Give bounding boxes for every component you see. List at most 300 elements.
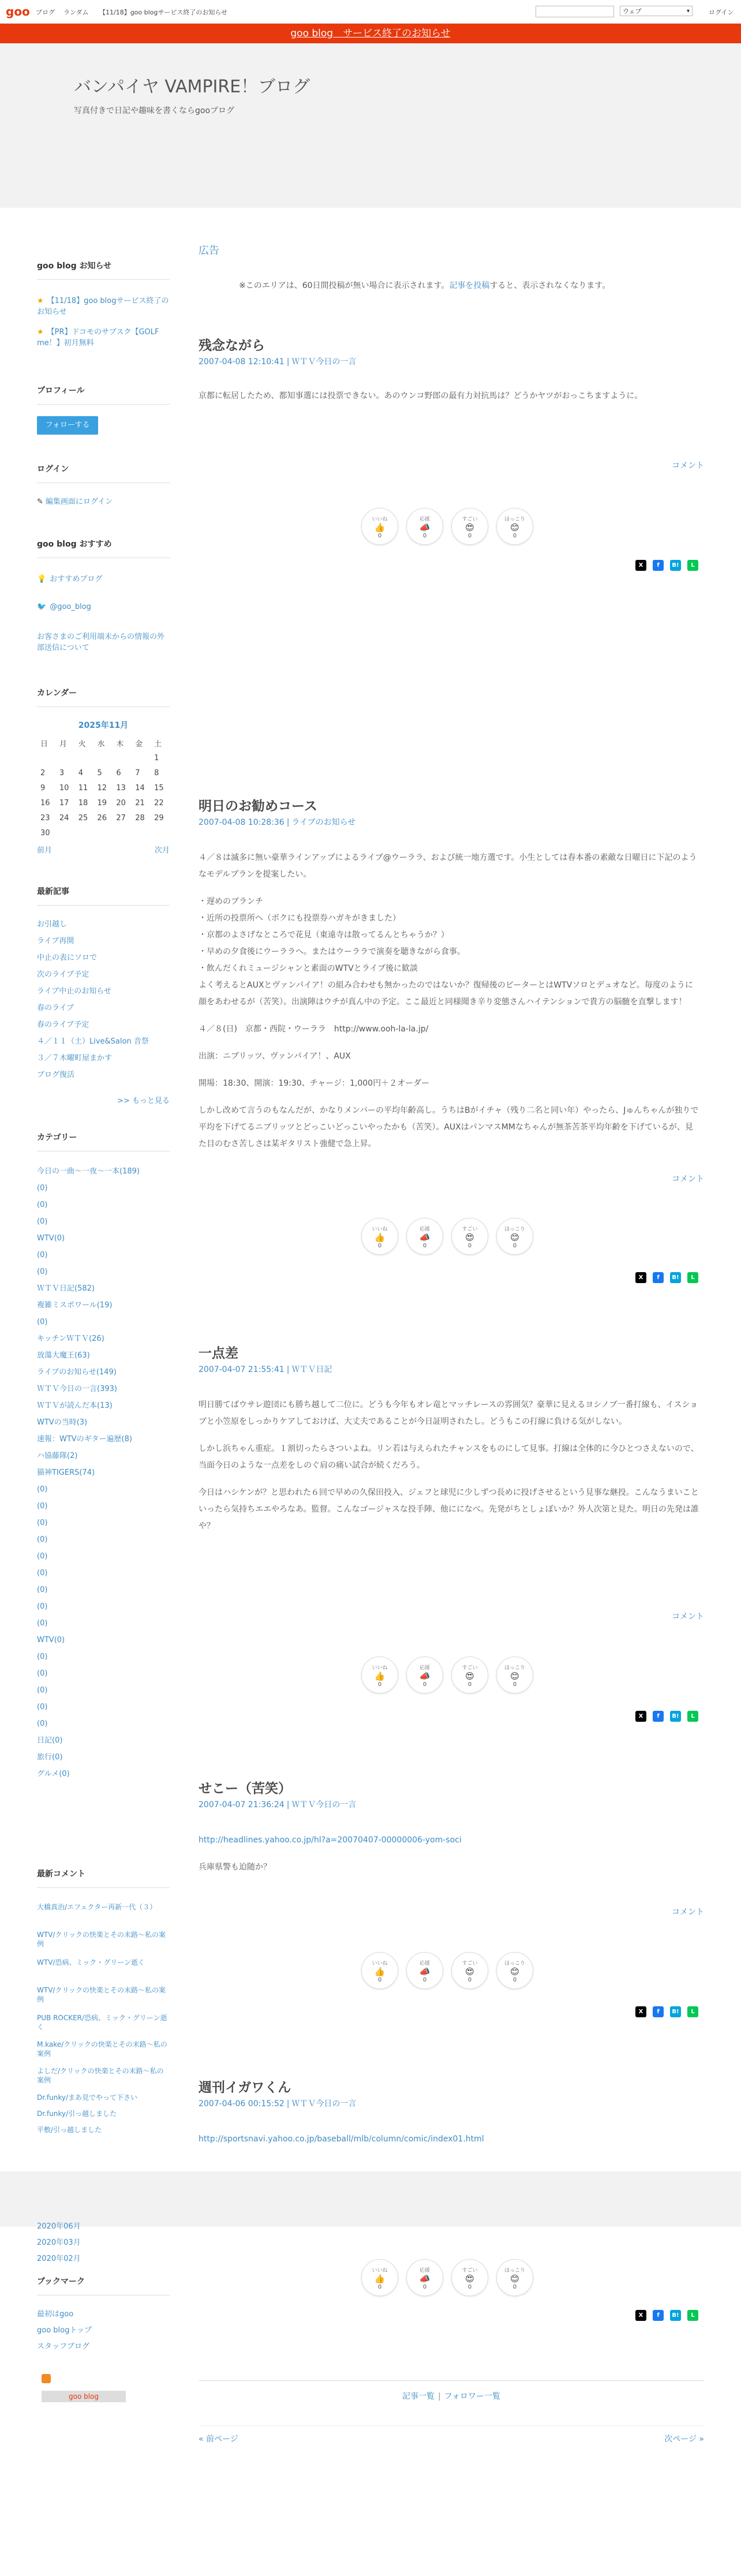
chevron-down-icon: ▾ bbox=[686, 8, 690, 14]
reaction-button[interactable] bbox=[451, 1218, 488, 1255]
reaction-emoji-icon: 😍 bbox=[465, 2274, 474, 2284]
post-body bbox=[199, 1832, 701, 1886]
reaction-count: 0 bbox=[422, 1977, 427, 1983]
reaction-button[interactable] bbox=[496, 1218, 533, 1255]
category-link[interactable]: 速報：WTVのギター遍歴(8) bbox=[37, 1435, 132, 1444]
category-link[interactable]: (0) bbox=[37, 1619, 48, 1628]
reaction-emoji-icon: 👍 bbox=[374, 1966, 386, 1977]
reaction-count: 0 bbox=[377, 1681, 382, 1688]
calendar-day[interactable]: 13 bbox=[116, 783, 126, 792]
post-category[interactable]: ＷＴＶ日記 bbox=[291, 1365, 332, 1374]
calendar-day[interactable]: 2 bbox=[40, 768, 46, 777]
hatena-share-icon[interactable]: B! bbox=[670, 2006, 681, 2017]
reaction-count: 0 bbox=[512, 1977, 517, 1983]
recent-article-link[interactable]: 春のライブ bbox=[37, 1004, 74, 1012]
calendar-nav bbox=[37, 844, 170, 855]
category-link[interactable]: (0) bbox=[37, 1201, 48, 1209]
reaction-label: 応援 bbox=[419, 517, 430, 522]
calendar-day[interactable]: 10 bbox=[59, 783, 69, 792]
post-paragraph: よく考えるとAUXとヴァンパイア！の組み合わせも無かったのではないか？復帰後のビーターとはWTVソロとデュオなど。毎度のように顔をあわせるが（苦笑）。出演陣はウチが真ん中の予定。ここ最近と同様聞き辛り変態さんハイテンションで貴方の脳髄を直撃します！ bbox=[199, 981, 693, 1007]
calendar-day bbox=[75, 750, 94, 765]
calendar-day[interactable]: 5 bbox=[97, 768, 102, 777]
goo-blog-badge[interactable]: goo blog bbox=[42, 2391, 126, 2402]
category-link[interactable]: (0) bbox=[37, 1652, 48, 1661]
comment-link[interactable]: コメント bbox=[672, 1908, 704, 1917]
calendar-day[interactable]: 11 bbox=[78, 783, 88, 792]
reaction-emoji-icon: 😍 bbox=[465, 1966, 474, 1977]
service-end-notice[interactable]: goo blog サービス終了のお知らせ bbox=[0, 24, 741, 43]
category-link[interactable]: ＷＴＶ今日の一言(393) bbox=[37, 1385, 117, 1393]
line-share-icon[interactable]: L bbox=[687, 2006, 698, 2017]
line-share-icon[interactable]: L bbox=[687, 1272, 698, 1283]
reaction-button[interactable] bbox=[496, 508, 533, 545]
post-body bbox=[199, 1397, 701, 1545]
recent-comment-link[interactable]: WTV/クリックの快楽とその末路～私の案例 bbox=[37, 1931, 166, 1948]
calendar-weekday: 火 bbox=[78, 739, 86, 749]
category-link[interactable]: WTV(0) bbox=[37, 1636, 65, 1644]
x-share-icon[interactable]: X bbox=[635, 2006, 646, 2017]
recent-comment-link[interactable]: PUB ROCKER/恐病、ミック・グリーン逝く bbox=[37, 2014, 167, 2031]
reaction-count: 0 bbox=[422, 2284, 427, 2290]
reaction-count: 0 bbox=[377, 533, 382, 539]
category-link[interactable]: ライブのお知らせ(149) bbox=[37, 1368, 117, 1377]
post-body bbox=[199, 850, 701, 1163]
x-share-icon[interactable]: X bbox=[635, 1711, 646, 1722]
pencil-icon: ✎ bbox=[37, 498, 43, 506]
calendar-table bbox=[37, 735, 170, 840]
calendar-weekday: 月 bbox=[59, 739, 67, 749]
calendar-day bbox=[132, 750, 151, 765]
category-link[interactable]: 猫神TIGERS(74) bbox=[37, 1468, 95, 1477]
recent-article-link[interactable]: ライブ中止のお知らせ bbox=[37, 987, 111, 996]
post-paragraph: ・京都のよさげなところで花見（東遠寺は散ってるんとちゃうか？） bbox=[199, 930, 449, 940]
login-link[interactable]: ログイン bbox=[709, 9, 734, 16]
reaction-button[interactable] bbox=[451, 1657, 488, 1693]
category-link[interactable]: (0) bbox=[37, 1569, 48, 1577]
category-link[interactable]: (0) bbox=[37, 1535, 48, 1544]
calendar-day[interactable]: 3 bbox=[59, 768, 65, 777]
post-link[interactable]: http://sportsnavi.yahoo.co.jp/baseball/mlb/column/comic/index01.html bbox=[199, 2134, 484, 2144]
calendar-day[interactable]: 17 bbox=[59, 798, 69, 807]
reaction-count: 0 bbox=[467, 533, 472, 539]
meta-separator: | bbox=[286, 1365, 290, 1374]
reaction-emoji-icon: 😊 bbox=[510, 2274, 519, 2284]
calendar-day[interactable]: 6 bbox=[116, 768, 121, 777]
top-link-notice[interactable]: 【11/18】goo blogサービス終了のお知らせ bbox=[99, 9, 228, 16]
ad-label: 広告 bbox=[199, 245, 219, 257]
reaction-count: 0 bbox=[377, 1243, 382, 1249]
calendar-day[interactable]: 18 bbox=[78, 798, 88, 807]
post-paragraph: 出演：ニブリッツ、ヴァンパイア！、AUX bbox=[199, 1052, 351, 1061]
recent-more-link[interactable]: >> もっと見る bbox=[117, 1097, 170, 1105]
goo-notice-item[interactable]: ★ 【PR】ドコモのサブスク【GOLF me！】初月無料 bbox=[37, 328, 159, 347]
calendar-day[interactable]: 16 bbox=[40, 798, 50, 807]
calendar-day bbox=[56, 825, 75, 840]
goo-notice-item[interactable]: ★ 【11/18】goo blogサービス終了のお知らせ bbox=[37, 297, 169, 316]
reaction-emoji-icon: 📣 bbox=[419, 1966, 431, 1977]
archive-link[interactable]: 2020年03月 bbox=[37, 2238, 81, 2247]
post-paragraph: しかし浜ちゃん重症。１割切ったらさついよね。リン若は与えられたチャンスをものにして見事。打線は全体的に今ひとつさえないので、当面今日のような一点差をしのぐ肩の痛い試合が続くだろう。 bbox=[199, 1444, 699, 1470]
calendar-day bbox=[132, 825, 151, 840]
reaction-label: いいね bbox=[372, 1961, 388, 1966]
recent-article-link[interactable]: 中止の表にソロで bbox=[37, 954, 98, 962]
hatena-share-icon[interactable]: B! bbox=[670, 1711, 681, 1722]
post-category[interactable]: ＷＴＶ今日の一言 bbox=[291, 2099, 357, 2108]
reaction-buttons bbox=[361, 1952, 540, 1992]
comments-heading: 最新コメント bbox=[37, 1868, 170, 1888]
reaction-emoji-icon: 😍 bbox=[465, 522, 474, 533]
share-buttons bbox=[635, 560, 705, 571]
category-heading: カテゴリー bbox=[37, 1131, 170, 1151]
reaction-button[interactable] bbox=[496, 1657, 533, 1693]
calendar-day bbox=[75, 825, 94, 840]
recent-comment-link[interactable]: よしだ/クリックの快楽とその末路～私の案例 bbox=[37, 2067, 164, 2084]
calendar-weekday: 木 bbox=[116, 739, 124, 749]
category-link[interactable]: 旅行(0) bbox=[37, 1753, 63, 1762]
reaction-emoji-icon: 😊 bbox=[510, 1966, 519, 1977]
reaction-emoji-icon: 😊 bbox=[510, 1671, 519, 1681]
archive-link[interactable]: 2020年02月 bbox=[37, 2255, 81, 2263]
facebook-share-icon[interactable]: f bbox=[653, 1711, 664, 1722]
category-link[interactable]: (0) bbox=[37, 1586, 48, 1594]
post-meta bbox=[199, 1363, 332, 1375]
twitter-icon: 🐦 bbox=[37, 603, 47, 611]
reaction-count: 0 bbox=[512, 2284, 517, 2290]
goo-logo[interactable]: goo bbox=[6, 5, 30, 18]
recent-comment-link[interactable]: WTV/恐病、ミック・グリーン逝く bbox=[37, 1958, 145, 1966]
reaction-emoji-icon: 👍 bbox=[374, 1232, 386, 1243]
reaction-count: 0 bbox=[422, 1681, 427, 1688]
x-share-icon[interactable]: X bbox=[635, 2310, 646, 2321]
calendar-day[interactable]: 20 bbox=[116, 798, 126, 807]
profile-heading: プロフィール bbox=[37, 384, 170, 405]
calendar-week bbox=[37, 765, 170, 780]
top-link-blog[interactable]: ブログ bbox=[36, 9, 55, 16]
share-buttons bbox=[635, 1711, 705, 1722]
calendar-day[interactable]: 22 bbox=[154, 798, 164, 807]
reaction-label: ほっこり bbox=[504, 517, 525, 522]
archive-link[interactable]: 2020年06月 bbox=[37, 2222, 81, 2231]
facebook-share-icon[interactable]: f bbox=[653, 560, 664, 571]
category-link[interactable]: WTV(0) bbox=[37, 1234, 65, 1243]
calendar-day[interactable]: 8 bbox=[154, 768, 159, 777]
comment-link[interactable]: コメント bbox=[672, 1612, 704, 1621]
reaction-label: すごい bbox=[462, 517, 478, 522]
recent-comment-link[interactable]: 平敷/引っ越しました bbox=[37, 2126, 102, 2134]
bottom-nav: 記事一覧 | フォロワー一覧 bbox=[199, 2380, 704, 2402]
category-link[interactable]: (0) bbox=[37, 1184, 48, 1192]
calendar-day bbox=[151, 825, 170, 840]
recent-article-link[interactable]: ライブ再開 bbox=[37, 937, 74, 945]
search-scope-select[interactable] bbox=[620, 6, 693, 16]
hatena-share-icon[interactable]: B! bbox=[670, 2310, 681, 2321]
post-paragraph: 京都に転居したため、都知事選には投票できない。あのウンコ野郎の最有力対抗馬は？どうかヤツがおっこちますように。 bbox=[199, 391, 643, 401]
reaction-button[interactable] bbox=[406, 2259, 443, 2296]
calendar-day[interactable]: 4 bbox=[78, 768, 83, 777]
recent-comment-link[interactable]: WTV/クリックの快楽とその末路～私の案例 bbox=[37, 1986, 166, 2003]
reaction-count: 0 bbox=[467, 1977, 472, 1983]
post-article-link[interactable]: 記事を投稿 bbox=[449, 281, 490, 290]
post-meta bbox=[199, 2098, 356, 2109]
facebook-share-icon[interactable]: f bbox=[653, 1272, 664, 1283]
calendar-week bbox=[37, 780, 170, 795]
reaction-emoji-icon: 👍 bbox=[374, 1671, 386, 1681]
recent-article-link[interactable]: 次のライブ予定 bbox=[37, 970, 89, 979]
line-share-icon[interactable]: L bbox=[687, 2310, 698, 2321]
comment-link[interactable]: コメント bbox=[672, 461, 704, 470]
reaction-buttons bbox=[361, 508, 540, 548]
reaction-count: 0 bbox=[512, 533, 517, 539]
post-paragraph: 兵庫県警も迫随か？ bbox=[199, 1863, 271, 1872]
reaction-buttons bbox=[361, 1218, 540, 1258]
post-category[interactable]: ＷＴＶ今日の一言 bbox=[291, 1800, 357, 1809]
post-date[interactable]: 2007-04-07 21:55:41 bbox=[199, 1365, 285, 1374]
category-link[interactable]: キッチンＷＴＶ(26) bbox=[37, 1334, 104, 1343]
reaction-count: 0 bbox=[512, 1243, 517, 1249]
post-title[interactable]: せこー（苦笑） bbox=[199, 1781, 291, 1796]
category-link[interactable]: (0) bbox=[37, 1217, 48, 1226]
recent-comment-link[interactable]: Dr.funky/まあ見でやって下さい bbox=[37, 2093, 137, 2102]
recent-article-link[interactable]: ３／７木曜町屋まかす bbox=[37, 1054, 113, 1063]
share-buttons bbox=[635, 2006, 705, 2018]
reaction-buttons bbox=[361, 1657, 540, 1697]
x-share-icon[interactable]: X bbox=[635, 560, 646, 571]
calendar-day[interactable]: 1 bbox=[154, 753, 159, 762]
category-link[interactable]: ＷＴＶが読んだ本(13) bbox=[37, 1401, 113, 1410]
share-buttons bbox=[635, 2310, 705, 2321]
reaction-button[interactable] bbox=[496, 2259, 533, 2296]
goo-notice-heading: goo blog お知らせ bbox=[37, 260, 170, 280]
comment-link[interactable]: コメント bbox=[672, 1175, 704, 1184]
article-list-link[interactable]: 記事一覧 bbox=[402, 2392, 435, 2401]
reaction-button[interactable] bbox=[361, 1952, 398, 1989]
bookmark-link[interactable]: スタッフブログ bbox=[37, 2342, 90, 2351]
post-paragraph: ４／８は滅多に無い豪華ラインアップによるライブ@ウーララ、および統一地方選です。小生としては春本番の素敵な日曜日に下記のようなモデルプランを提案したい。 bbox=[199, 853, 697, 879]
reaction-button[interactable] bbox=[406, 508, 443, 545]
category-link[interactable]: (0) bbox=[37, 1519, 48, 1527]
reaction-button[interactable] bbox=[451, 508, 488, 545]
reaction-label: すごい bbox=[462, 1227, 478, 1232]
reaction-count: 0 bbox=[422, 533, 427, 539]
category-link[interactable]: (0) bbox=[37, 1719, 48, 1728]
recommend-heading: goo blog おすすめ bbox=[37, 538, 170, 558]
reaction-button[interactable] bbox=[406, 1657, 443, 1693]
post-meta bbox=[199, 356, 356, 367]
reaction-label: いいね bbox=[372, 1227, 388, 1232]
calendar-day[interactable]: 14 bbox=[135, 783, 145, 792]
calendar-day[interactable]: 28 bbox=[135, 813, 145, 822]
category-link[interactable]: (0) bbox=[37, 1703, 48, 1711]
reaction-label: 応援 bbox=[419, 2268, 430, 2274]
post-date[interactable]: 2007-04-07 21:36:24 bbox=[199, 1800, 285, 1809]
calendar-weekday: 水 bbox=[97, 739, 105, 749]
post-title[interactable]: 残念ながら bbox=[199, 338, 265, 353]
calendar-day[interactable]: 19 bbox=[97, 798, 107, 807]
ad-note: ※このエリアは、60日間投稿が無い場合に表示されます。記事を投稿すると、表示されなくなります。 bbox=[239, 281, 611, 290]
post-paragraph: 明日勝てばウサレ遊団にも勝ち越して二位に。どうも今年もオレ竜とマッチレースの雰囲気？豪華に見えるヨシノブ一番打線も、イスショブと小笠原をしっかりケアしておけば、大丈夫であることが今日証明されたし。どうもこの打線に負ける気がしない。 bbox=[199, 1400, 698, 1426]
reaction-button[interactable] bbox=[406, 1218, 443, 1255]
x-share-icon[interactable]: X bbox=[635, 1272, 646, 1283]
calendar-weekday: 土 bbox=[154, 739, 162, 749]
calendar-caption[interactable]: 2025年11月 bbox=[78, 721, 129, 730]
reaction-button[interactable] bbox=[496, 1952, 533, 1989]
post-date[interactable]: 2007-04-08 10:28:36 bbox=[199, 818, 285, 827]
reaction-label: 応援 bbox=[419, 1227, 430, 1232]
meta-separator: | bbox=[286, 2099, 290, 2108]
reaction-button[interactable] bbox=[451, 1952, 488, 1989]
rss-icon[interactable] bbox=[42, 2374, 51, 2383]
category-link[interactable]: グルメ(0) bbox=[37, 1770, 70, 1778]
reaction-label: すごい bbox=[462, 1665, 478, 1671]
calendar-day[interactable]: 24 bbox=[59, 813, 69, 822]
reaction-emoji-icon: 😍 bbox=[465, 1232, 474, 1243]
category-link[interactable]: WTVの当時(3) bbox=[37, 1418, 88, 1427]
recommend-item[interactable]: 💡 おすすめブログ bbox=[37, 575, 103, 584]
editor-login-link[interactable]: ✎ 編集画面にログイン bbox=[37, 498, 113, 506]
follower-list-link[interactable]: フォロワー一覧 bbox=[444, 2392, 501, 2401]
bookmark-link[interactable]: 最初はgoo bbox=[37, 2310, 74, 2319]
calendar-week bbox=[37, 750, 170, 765]
reaction-emoji-icon: 📣 bbox=[419, 2274, 431, 2284]
recent-article-link[interactable]: ブログ復活 bbox=[37, 1071, 75, 1079]
recent-comment-link[interactable]: M.kake/クリックの快楽とその末路～私の案例 bbox=[37, 2040, 167, 2058]
category-link[interactable]: 放蕩大魔王(63) bbox=[37, 1351, 90, 1360]
category-link[interactable]: (0) bbox=[37, 1686, 48, 1695]
post-category[interactable]: ＷＴＶ今日の一言 bbox=[291, 357, 357, 367]
reaction-emoji-icon: 😍 bbox=[465, 1671, 474, 1681]
recent-article-link[interactable]: 春のライブ予定 bbox=[37, 1020, 89, 1029]
reaction-emoji-icon: 📣 bbox=[419, 1232, 431, 1243]
follow-button[interactable]: フォローする bbox=[37, 416, 98, 435]
line-share-icon[interactable]: L bbox=[687, 560, 698, 571]
reaction-count: 0 bbox=[377, 2284, 382, 2290]
post-link[interactable]: http://headlines.yahoo.co.jp/hl?a=20070407-00000006-yom-soci bbox=[199, 1835, 462, 1845]
calendar-day[interactable]: 30 bbox=[40, 828, 50, 838]
category-link[interactable]: (0) bbox=[37, 1268, 48, 1276]
recent-comment-link[interactable]: 大橋真治/エフェクター再新一代（３） bbox=[37, 1903, 157, 1911]
category-link[interactable]: (0) bbox=[37, 1669, 48, 1678]
calendar-day bbox=[94, 825, 113, 840]
post-body bbox=[199, 388, 701, 415]
reaction-label: いいね bbox=[372, 2268, 388, 2274]
post-paragraph: 今日はハシケンが？と思われた６回で早めの久保田投入、ジェフと球児に少しずつ長めに投げさせるという見事な継投。こんなうまいこといったら気持ちエエやろなあ。監督。こんなゴージャスな投手陣、他にになべ。先発がちとしょぼいか？外人次第と見た。明日の先発は誰や？ bbox=[199, 1488, 699, 1531]
reaction-button[interactable] bbox=[406, 1952, 443, 1989]
category-link[interactable]: (0) bbox=[37, 1251, 48, 1259]
post-paragraph: ・遅めのブランチ bbox=[199, 897, 263, 906]
reaction-label: すごい bbox=[462, 1961, 478, 1966]
calendar-day[interactable]: 26 bbox=[97, 813, 107, 822]
recommend-item[interactable]: 🐦 @goo_blog bbox=[37, 603, 91, 611]
recommend-item[interactable]: お客さまのご利用端末からの情報の外部送信について bbox=[37, 633, 165, 652]
search-input[interactable] bbox=[536, 6, 614, 17]
lightbulb-icon: 💡 bbox=[37, 575, 47, 584]
reaction-count: 0 bbox=[467, 1243, 472, 1249]
reaction-button[interactable] bbox=[361, 1218, 398, 1255]
category-link[interactable]: 日記(0) bbox=[37, 1736, 63, 1745]
post-body bbox=[199, 2131, 701, 2158]
post-category[interactable]: ライブのお知らせ bbox=[291, 818, 356, 827]
calendar-weekday: 金 bbox=[135, 739, 143, 749]
calendar-day[interactable]: 12 bbox=[97, 783, 107, 792]
line-share-icon[interactable]: L bbox=[687, 1711, 698, 1722]
facebook-share-icon[interactable]: f bbox=[653, 2006, 664, 2017]
star-icon: ★ bbox=[37, 328, 44, 337]
blog-header bbox=[0, 43, 741, 208]
facebook-share-icon[interactable]: f bbox=[653, 2310, 664, 2321]
reaction-emoji-icon: 😊 bbox=[510, 522, 519, 533]
calendar-week bbox=[37, 795, 170, 810]
reaction-emoji-icon: 👍 bbox=[374, 522, 386, 533]
calendar bbox=[37, 719, 170, 840]
calendar-heading: カレンダー bbox=[37, 687, 170, 707]
calendar-day[interactable]: 23 bbox=[40, 813, 50, 822]
category-link[interactable]: (0) bbox=[37, 1502, 48, 1511]
calendar-day[interactable]: 7 bbox=[135, 768, 140, 777]
bookmark-heading: ブックマーク bbox=[37, 2275, 170, 2295]
calendar-day[interactable]: 15 bbox=[154, 783, 164, 792]
category-link[interactable]: 複雑ミスポワール(19) bbox=[37, 1301, 113, 1310]
recent-article-link[interactable]: ４／１１（土）Live&Salon 音祭 bbox=[37, 1037, 149, 1046]
post-title[interactable]: 一点差 bbox=[199, 1346, 238, 1361]
category-link[interactable]: (0) bbox=[37, 1602, 48, 1611]
prev-page-link[interactable]: « 前ページ bbox=[199, 2435, 238, 2444]
reaction-count: 0 bbox=[467, 2284, 472, 2290]
post-date[interactable]: 2007-04-06 00:15:52 bbox=[199, 2099, 285, 2108]
reaction-label: いいね bbox=[372, 1665, 388, 1671]
post-title[interactable]: 週刊イガワくん bbox=[199, 2080, 291, 2095]
reaction-button[interactable] bbox=[361, 1657, 398, 1693]
login-heading: ログイン bbox=[37, 463, 170, 483]
calendar-day[interactable]: 9 bbox=[40, 783, 46, 792]
reaction-emoji-icon: 📣 bbox=[419, 522, 431, 533]
calendar-day[interactable]: 29 bbox=[154, 813, 164, 822]
reaction-button[interactable] bbox=[361, 508, 398, 545]
reaction-count: 0 bbox=[467, 1681, 472, 1688]
calendar-day[interactable]: 25 bbox=[78, 813, 88, 822]
category-link[interactable]: (0) bbox=[37, 1485, 48, 1494]
blog-title[interactable]: バンパイヤ VAMPIRE！ブログ bbox=[74, 77, 310, 97]
post-date[interactable]: 2007-04-08 12:10:41 bbox=[199, 357, 285, 367]
reaction-count: 0 bbox=[512, 1681, 517, 1688]
category-link[interactable]: ＷＴＶ日記(582) bbox=[37, 1284, 95, 1293]
category-link[interactable]: ハ協藤隊(2) bbox=[37, 1452, 78, 1460]
hatena-share-icon[interactable]: B! bbox=[670, 560, 681, 571]
recent-heading: 最新記事 bbox=[37, 885, 170, 906]
post-paragraph: ・飲んだくれミュージシャンと素面のWTVとライブ後に歓談 bbox=[199, 964, 418, 973]
post-paragraph: ４／８(日) 京都・西院・ウーララ http://www.ooh-la-la.jp/ bbox=[199, 1025, 429, 1034]
hatena-share-icon[interactable]: B! bbox=[670, 1272, 681, 1283]
next-page-link[interactable]: 次ページ » bbox=[664, 2435, 704, 2444]
reaction-button[interactable] bbox=[451, 2259, 488, 2296]
category-link[interactable]: (0) bbox=[37, 1552, 48, 1561]
reaction-label: ほっこり bbox=[504, 1961, 525, 1966]
calendar-day bbox=[56, 750, 75, 765]
post-title[interactable]: 明日のお勧めコース bbox=[199, 799, 317, 814]
recent-comment-link[interactable]: Dr.funky/引っ越しました bbox=[37, 2110, 117, 2118]
reaction-buttons bbox=[361, 2259, 540, 2300]
reaction-label: 応援 bbox=[419, 1665, 430, 1671]
recent-article-link[interactable]: お引越し bbox=[37, 920, 68, 929]
calendar-next-link[interactable]: 次月 bbox=[154, 846, 170, 855]
calendar-day[interactable]: 21 bbox=[135, 798, 145, 807]
calendar-day[interactable]: 27 bbox=[116, 813, 126, 822]
bookmark-link[interactable]: goo blogトップ bbox=[37, 2326, 92, 2335]
category-link[interactable]: (0) bbox=[37, 1318, 48, 1326]
calendar-prev-link[interactable]: 前月 bbox=[37, 846, 53, 855]
top-link-random[interactable]: ランダム bbox=[63, 9, 89, 16]
category-link[interactable]: 今日の一曲～一夜～一本(189) bbox=[37, 1167, 140, 1176]
reaction-button[interactable] bbox=[361, 2259, 398, 2296]
